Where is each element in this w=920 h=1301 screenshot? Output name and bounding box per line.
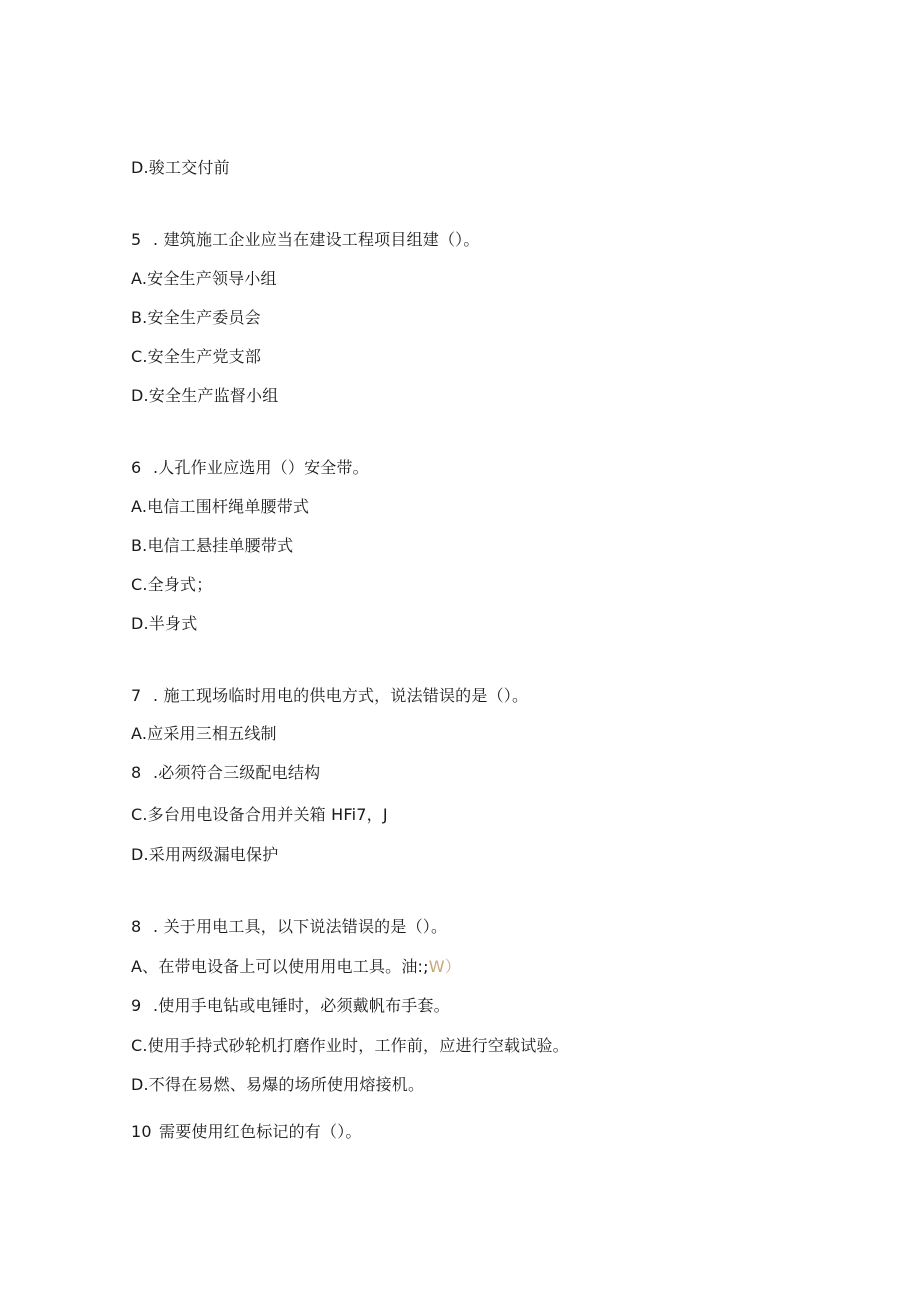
q6-option-c: C.全身式； xyxy=(131,575,213,594)
q7-stem xyxy=(131,686,528,706)
q7-option-d: D.采用两级漏电保护 xyxy=(131,845,279,864)
q5-option-c: C.安全生产党支部 xyxy=(131,347,262,366)
q8-stem-text: . 关于用电工具，以下说法错误的是（）。 xyxy=(153,917,448,936)
q7-option-a: A.应采用三相五线制 xyxy=(131,724,277,743)
q7-option-b xyxy=(131,763,320,783)
q7-option-b-number: 8 xyxy=(131,763,142,782)
q7-option-b-text: .必须符合三级配电结构 xyxy=(153,763,321,782)
q8-option-c: C.使用手持式砂轮机打磨作业时，工作前，应进行空载试验。 xyxy=(131,1036,569,1055)
q7-stem-text: . 施工现场临时用电的供电方式，说法错误的是（）。 xyxy=(153,686,529,705)
q8-option-d: D.不得在易燃、易爆的场所使用熔接机。 xyxy=(131,1075,425,1094)
q5-number: 5 xyxy=(131,230,142,249)
q4-option-d: D.骏工交付前 xyxy=(131,158,230,177)
q8-option-a-text: A、在带电设备上可以使用用电工具。油:; xyxy=(131,957,429,976)
q7-option-c: C.多台用电设备合用并关箱 HFi7，J xyxy=(131,805,388,824)
q6-number: 6 xyxy=(131,458,142,477)
q5-stem-text: . 建筑施工企业应当在建设工程项目组建（）。 xyxy=(153,230,480,249)
q8-option-a-faint-text: W） xyxy=(428,957,461,976)
q8-option-b xyxy=(131,996,450,1016)
q5-option-b: B.安全生产委员会 xyxy=(131,308,261,327)
q8-stem xyxy=(131,917,447,937)
q8-option-b-number: 9 xyxy=(131,996,142,1015)
q10-stem-text: 需要使用红色标记的有（）。 xyxy=(159,1122,362,1141)
q6-stem-text: .人孔作业应选用（）安全带。 xyxy=(153,458,369,477)
q8-number: 8 xyxy=(131,917,142,936)
q8-option-a xyxy=(131,957,461,977)
q6-stem xyxy=(131,458,369,478)
q8-option-b-text: .使用手电钻或电锤时，必须戴帆布手套。 xyxy=(153,996,450,1015)
q6-option-a: A.电信工围杆绳单腰带式 xyxy=(131,497,310,516)
q6-option-d: D.半身式 xyxy=(131,614,198,633)
q6-option-b: B.电信工悬挂单腰带式 xyxy=(131,536,294,555)
q5-option-d: D.安全生产监督小组 xyxy=(131,386,279,405)
q5-option-a: A.安全生产领导小组 xyxy=(131,269,277,288)
q10-stem xyxy=(131,1122,362,1142)
q7-number: 7 xyxy=(131,686,142,705)
q5-stem xyxy=(131,230,480,250)
q10-number: 10 xyxy=(131,1122,152,1141)
